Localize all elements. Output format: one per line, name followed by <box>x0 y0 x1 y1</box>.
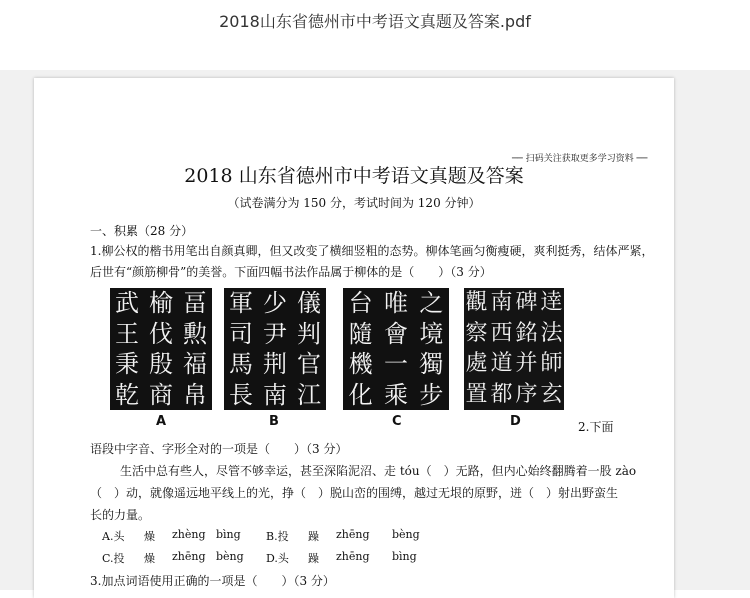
document-subtitle: （试卷满分为 150 分，考试时间为 120 分钟） <box>227 196 481 210</box>
passage-line-2: （ ）动，就像遥远地平线上的光，挣（ ）脱山峦的围缚，越过无垠的原野，迸（ ）射出野蛮生 <box>90 486 619 500</box>
question-2-start: 2.下面 <box>578 420 614 434</box>
option-b-pinyin-1: zhēng <box>336 528 370 541</box>
calligraphy-label-d: D <box>510 414 521 429</box>
option-b-char: 躁 <box>308 530 319 543</box>
calligraphy-image-c: 台 唯 之 隨 會 境 機 一 獨 化 乘 步 <box>343 288 449 410</box>
option-d-pinyin-2: bìng <box>392 550 417 563</box>
option-b-pinyin-2: bèng <box>392 528 420 541</box>
section-heading: 一、积累（28 分） <box>90 224 194 238</box>
calligraphy-label-b: B <box>269 414 279 429</box>
option-b-label: B.投 <box>266 530 289 543</box>
option-a-char: 燥 <box>144 530 155 543</box>
calligraphy-image-a: 武 榆 畐 王 伐 勲 秉 殷 福 乾 商 帛 <box>110 288 212 410</box>
option-a-label: A.头 <box>102 530 125 543</box>
option-a-pinyin-1: zhèng <box>172 528 206 541</box>
option-c-label: C.投 <box>102 552 125 565</box>
calligraphy-image-b: 軍 少 儀 司 尹 判 馬 荆 官 長 南 江 <box>224 288 326 410</box>
question-2-line: 语段中字音、字形全对的一项是（ ）（3 分） <box>90 442 348 456</box>
question-1-line-1: 1.柳公权的楷书用笔出自颜真卿，但又改变了横细竖粗的态势。柳体笔画匀衡瘦硬，爽利挺秀，结体严紧， <box>90 244 654 258</box>
calligraphy-label-c: C <box>392 414 402 429</box>
option-a-pinyin-2: bìng <box>216 528 241 541</box>
question-1-line-2: 后世有“颜筋柳骨”的美誉。下面四幅书法作品属于柳体的是（ ）（3 分） <box>90 265 492 279</box>
option-d-pinyin-1: zhēng <box>336 550 370 563</box>
option-c-pinyin-1: zhēng <box>172 550 206 563</box>
option-c-pinyin-2: bèng <box>216 550 244 563</box>
option-c-char: 燥 <box>144 552 155 565</box>
option-d-label: D.头 <box>266 552 289 565</box>
viewer-header <box>0 0 750 70</box>
pdf-page <box>34 78 674 598</box>
option-d-char: 躁 <box>308 552 319 565</box>
calligraphy-label-a: A <box>156 414 167 429</box>
passage-line-3: 长的力量。 <box>90 508 151 522</box>
document-title: 2018 山东省德州市中考语文真题及答案 <box>184 165 524 187</box>
question-3-line: 3.加点词语使用正确的一项是（ ）（3 分） <box>90 574 335 588</box>
promo-text: ── 扫码关注获取更多学习资料 ── <box>512 154 648 164</box>
calligraphy-image-d: 觀 南 碑 逹 察 西 銘 法 處 道 并 師 置 都 序 玄 <box>464 288 564 410</box>
file-title: 2018山东省德州市中考语文真题及答案.pdf <box>219 12 531 31</box>
passage-line-1: 生活中总有些人，尽管不够幸运，甚至深陷泥沼、走 tóu（ ）无路，但内心始终翻腾着一股 zào <box>120 464 637 478</box>
